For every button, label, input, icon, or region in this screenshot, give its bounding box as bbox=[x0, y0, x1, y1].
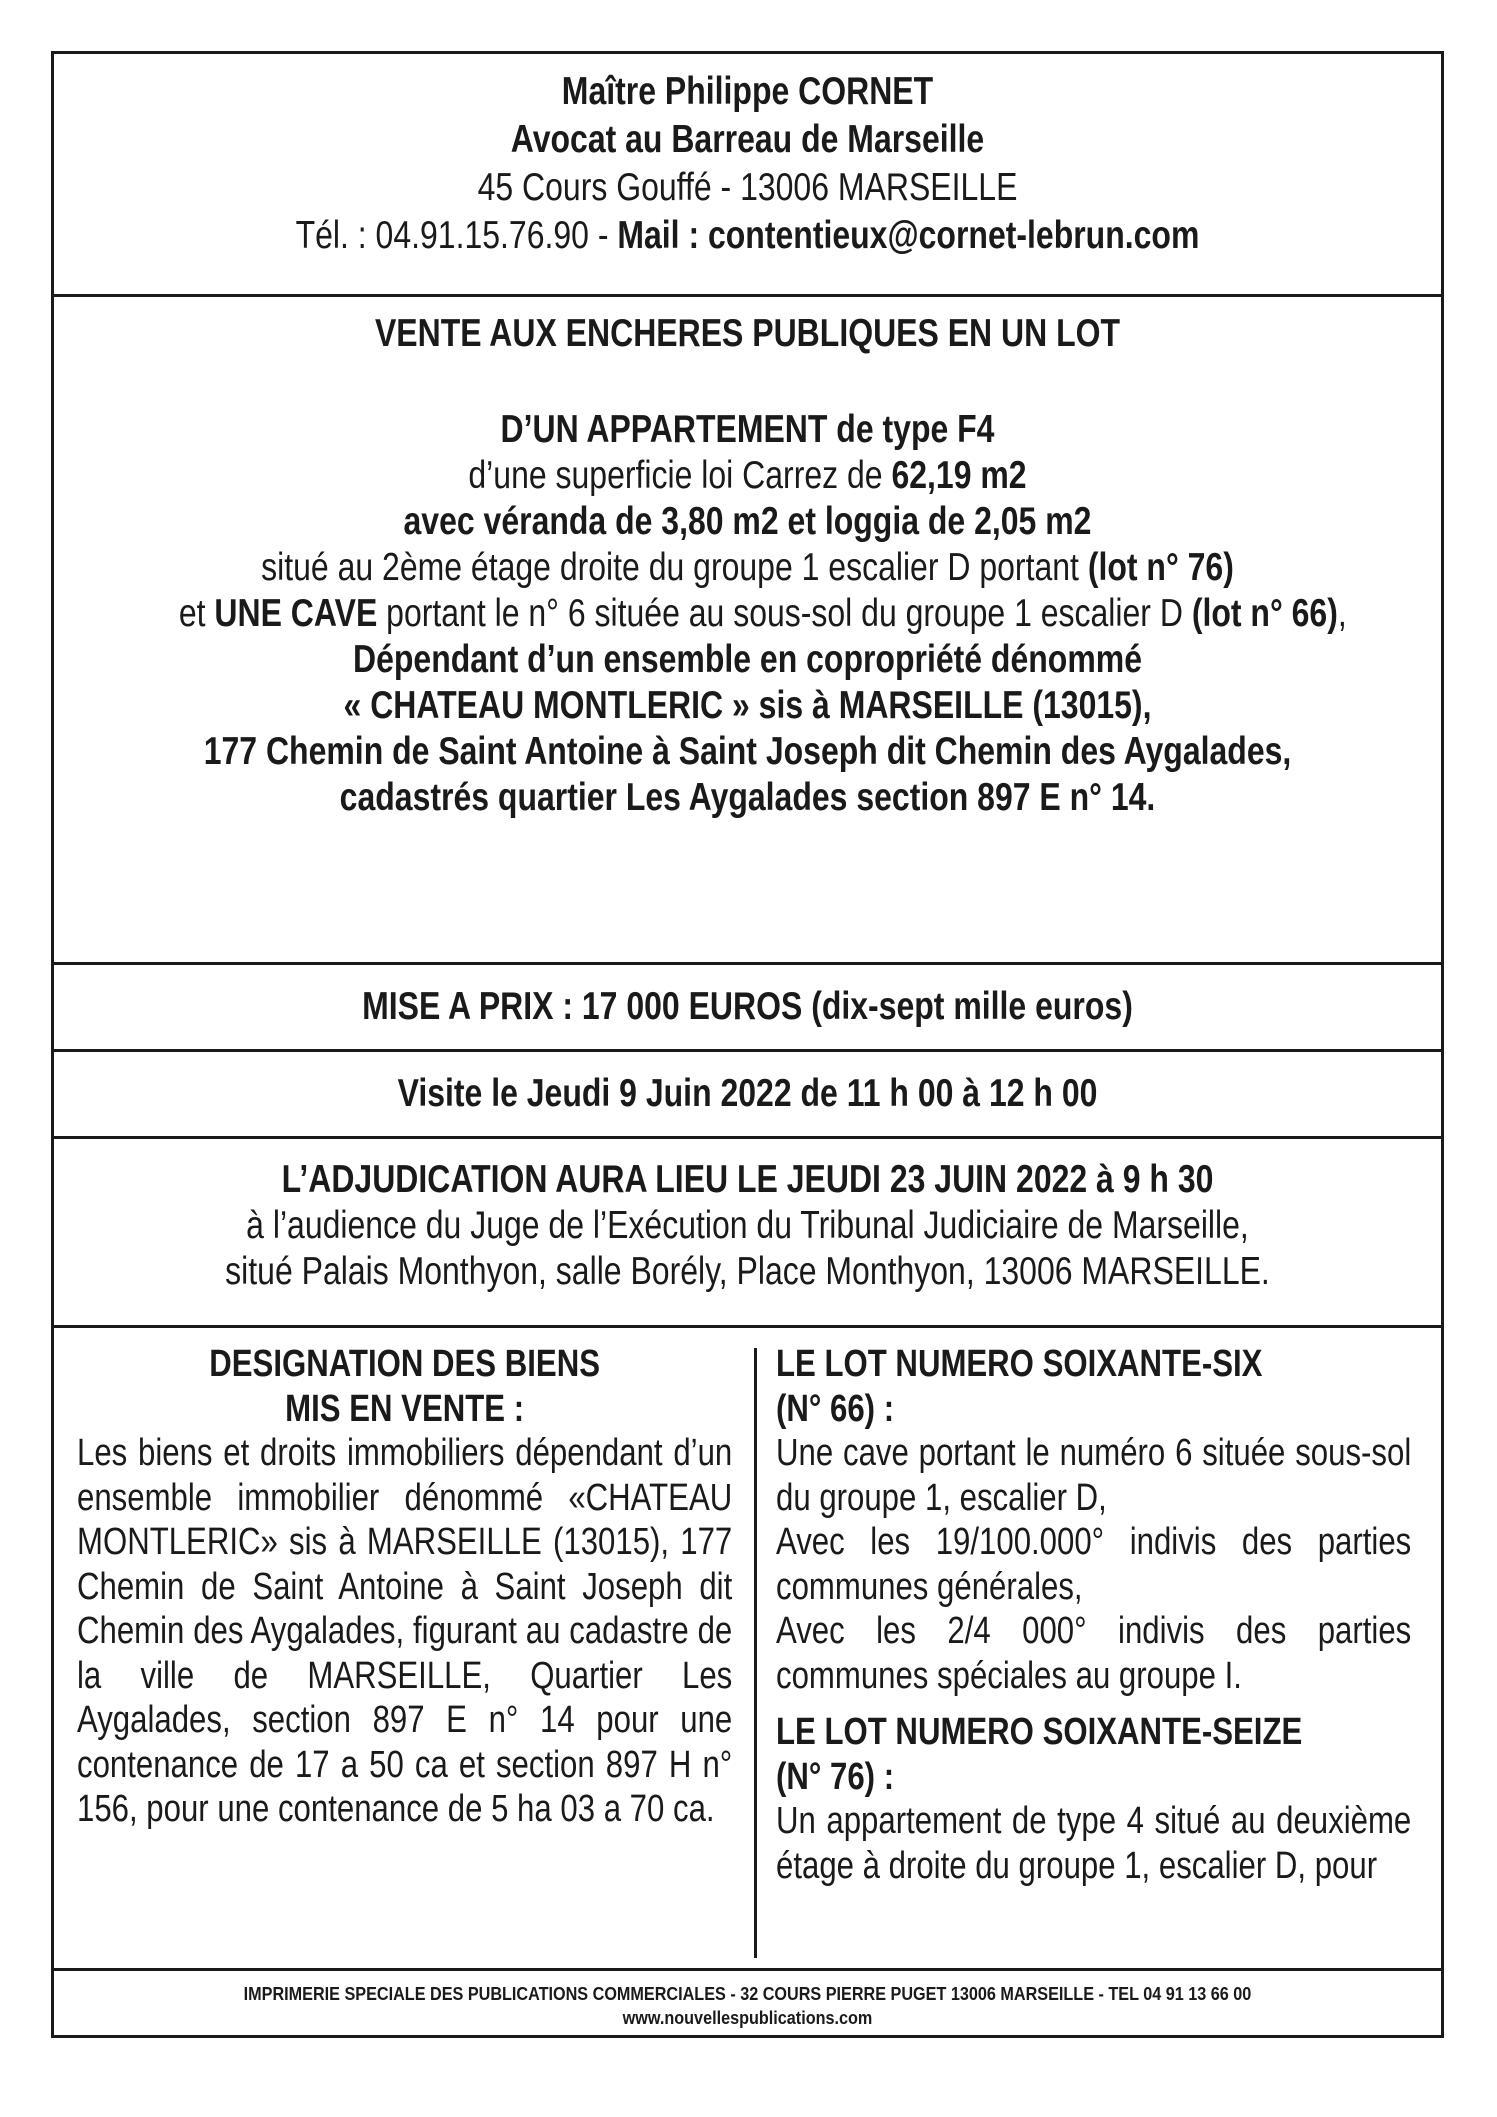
lawyer-name: Maître Philippe CORNET bbox=[561, 70, 934, 113]
lawyer-contact: Tél. : 04.91.15.76.90 - Mail : contentieux@cornet-lebrun.com bbox=[295, 214, 1200, 257]
designation-title: DESIGNATION DES BIENS bbox=[209, 1343, 600, 1385]
lots-column bbox=[776, 1342, 1411, 1888]
lawyer-header bbox=[54, 54, 1441, 297]
lot66-body1: Une cave portant le numéro 6 située sous-sol du groupe 1, escalier D, bbox=[776, 1432, 1412, 1519]
lawyer-address: 45 Cours Gouffé - 13006 MARSEILLE bbox=[477, 166, 1018, 209]
cave-line: et UNE CAVE portant le n° 6 située au sous-sol du groupe 1 escalier D (lot n° 66), bbox=[178, 592, 1347, 635]
details-columns bbox=[54, 1328, 1441, 1968]
starting-price bbox=[54, 965, 1441, 1052]
apartment-title: D’UN APPARTEMENT de type F4 bbox=[500, 408, 995, 451]
lot76-title: LE LOT NUMERO SOIXANTE-SEIZE bbox=[776, 1711, 1303, 1753]
designation-body: Les biens et droits immobiliers dépendant d’un ensemble immobilier dénommé «CHATEAU MONTLERIC» sis à MARSEILLE (13015), 177 Chemin de Saint Antoine à Saint Joseph dit Chemin des Aygalades, figurant au cadastre de la ville de MARSEILLE, Quartier Les Aygalades, section 897 E n° 14 pour une contenance de 17 a 50 ca et section 897 H n° 156, pour une contenance de 5 ha 03 a 70 ca. bbox=[77, 1432, 733, 1830]
designation-subtitle: MIS EN VENTE : bbox=[285, 1387, 525, 1430]
column-divider bbox=[754, 1348, 757, 1958]
printer-website[interactable]: www.nouvellespublications.com bbox=[622, 2008, 873, 2028]
price-text: MISE A PRIX : 17 000 EUROS (dix-sept mille euros) bbox=[362, 985, 1133, 1028]
lot66-number: (N° 66) : bbox=[776, 1387, 895, 1430]
visit-info bbox=[54, 1052, 1441, 1139]
lawyer-title: Avocat au Barreau de Marseille bbox=[510, 118, 985, 161]
lot76-number: (N° 76) : bbox=[776, 1755, 895, 1798]
dependant-line: Dépendant d’un ensemble en copropriété dénommé bbox=[353, 638, 1142, 681]
lot66-body3: Avec les 2/4 000° indivis des parties communes spéciales au groupe I. bbox=[776, 1610, 1412, 1697]
designation-column bbox=[77, 1342, 732, 1832]
chemin-line: 177 Chemin de Saint Antoine à Saint Joseph dit Chemin des Aygalades, bbox=[203, 730, 1292, 773]
adjudication-line2: situé Palais Monthyon, salle Borély, Place Monthyon, 13006 MARSEILLE. bbox=[225, 1250, 1270, 1293]
adjudication-title: L’ADJUDICATION AURA LIEU LE JEUDI 23 JUIN 2022 à 9 h 30 bbox=[281, 1158, 1214, 1201]
chateau-line: « CHATEAU MONTLERIC » sis à MARSEILLE (13015), bbox=[343, 684, 1152, 727]
printer-footer bbox=[54, 1968, 1441, 2038]
printer-info: IMPRIMERIE SPECIALE DES PUBLICATIONS COMMERCIALES - 32 COURS PIERRE PUGET 13006 MARSEILLE - TEL 04 91 13 66 00 bbox=[243, 1984, 1252, 2004]
location-line: situé au 2ème étage droite du groupe 1 escalier D portant (lot n° 76) bbox=[261, 546, 1234, 589]
adjudication-line1: à l’audience du Juge de l’Exécution du Tribunal Judiciaire de Marseille, bbox=[246, 1204, 1249, 1247]
lot66-title: LE LOT NUMERO SOIXANTE-SIX bbox=[776, 1343, 1263, 1385]
lot66-body2: Avec les 19/100.000° indivis des parties communes générales, bbox=[776, 1521, 1412, 1608]
sale-description bbox=[54, 297, 1441, 965]
visit-text: Visite le Jeudi 9 Juin 2022 de 11 h 00 à 12 h 00 bbox=[397, 1072, 1098, 1115]
sale-heading: VENTE AUX ENCHERES PUBLIQUES EN UN LOT bbox=[374, 312, 1121, 355]
adjudication-info bbox=[54, 1139, 1441, 1328]
legal-notice bbox=[51, 51, 1444, 2038]
email-link[interactable]: Mail : contentieux@cornet-lebrun.com bbox=[617, 214, 1200, 257]
apartment-area: d’une superficie loi Carrez de 62,19 m2 bbox=[468, 454, 1027, 497]
veranda-line: avec véranda de 3,80 m2 et loggia de 2,05 m2 bbox=[403, 500, 1092, 543]
lot76-body: Un appartement de type 4 situé au deuxième étage à droite du groupe 1, escalier D, pour bbox=[776, 1800, 1412, 1887]
cadastre-line: cadastrés quartier Les Aygalades section 897 E n° 14. bbox=[339, 776, 1156, 819]
